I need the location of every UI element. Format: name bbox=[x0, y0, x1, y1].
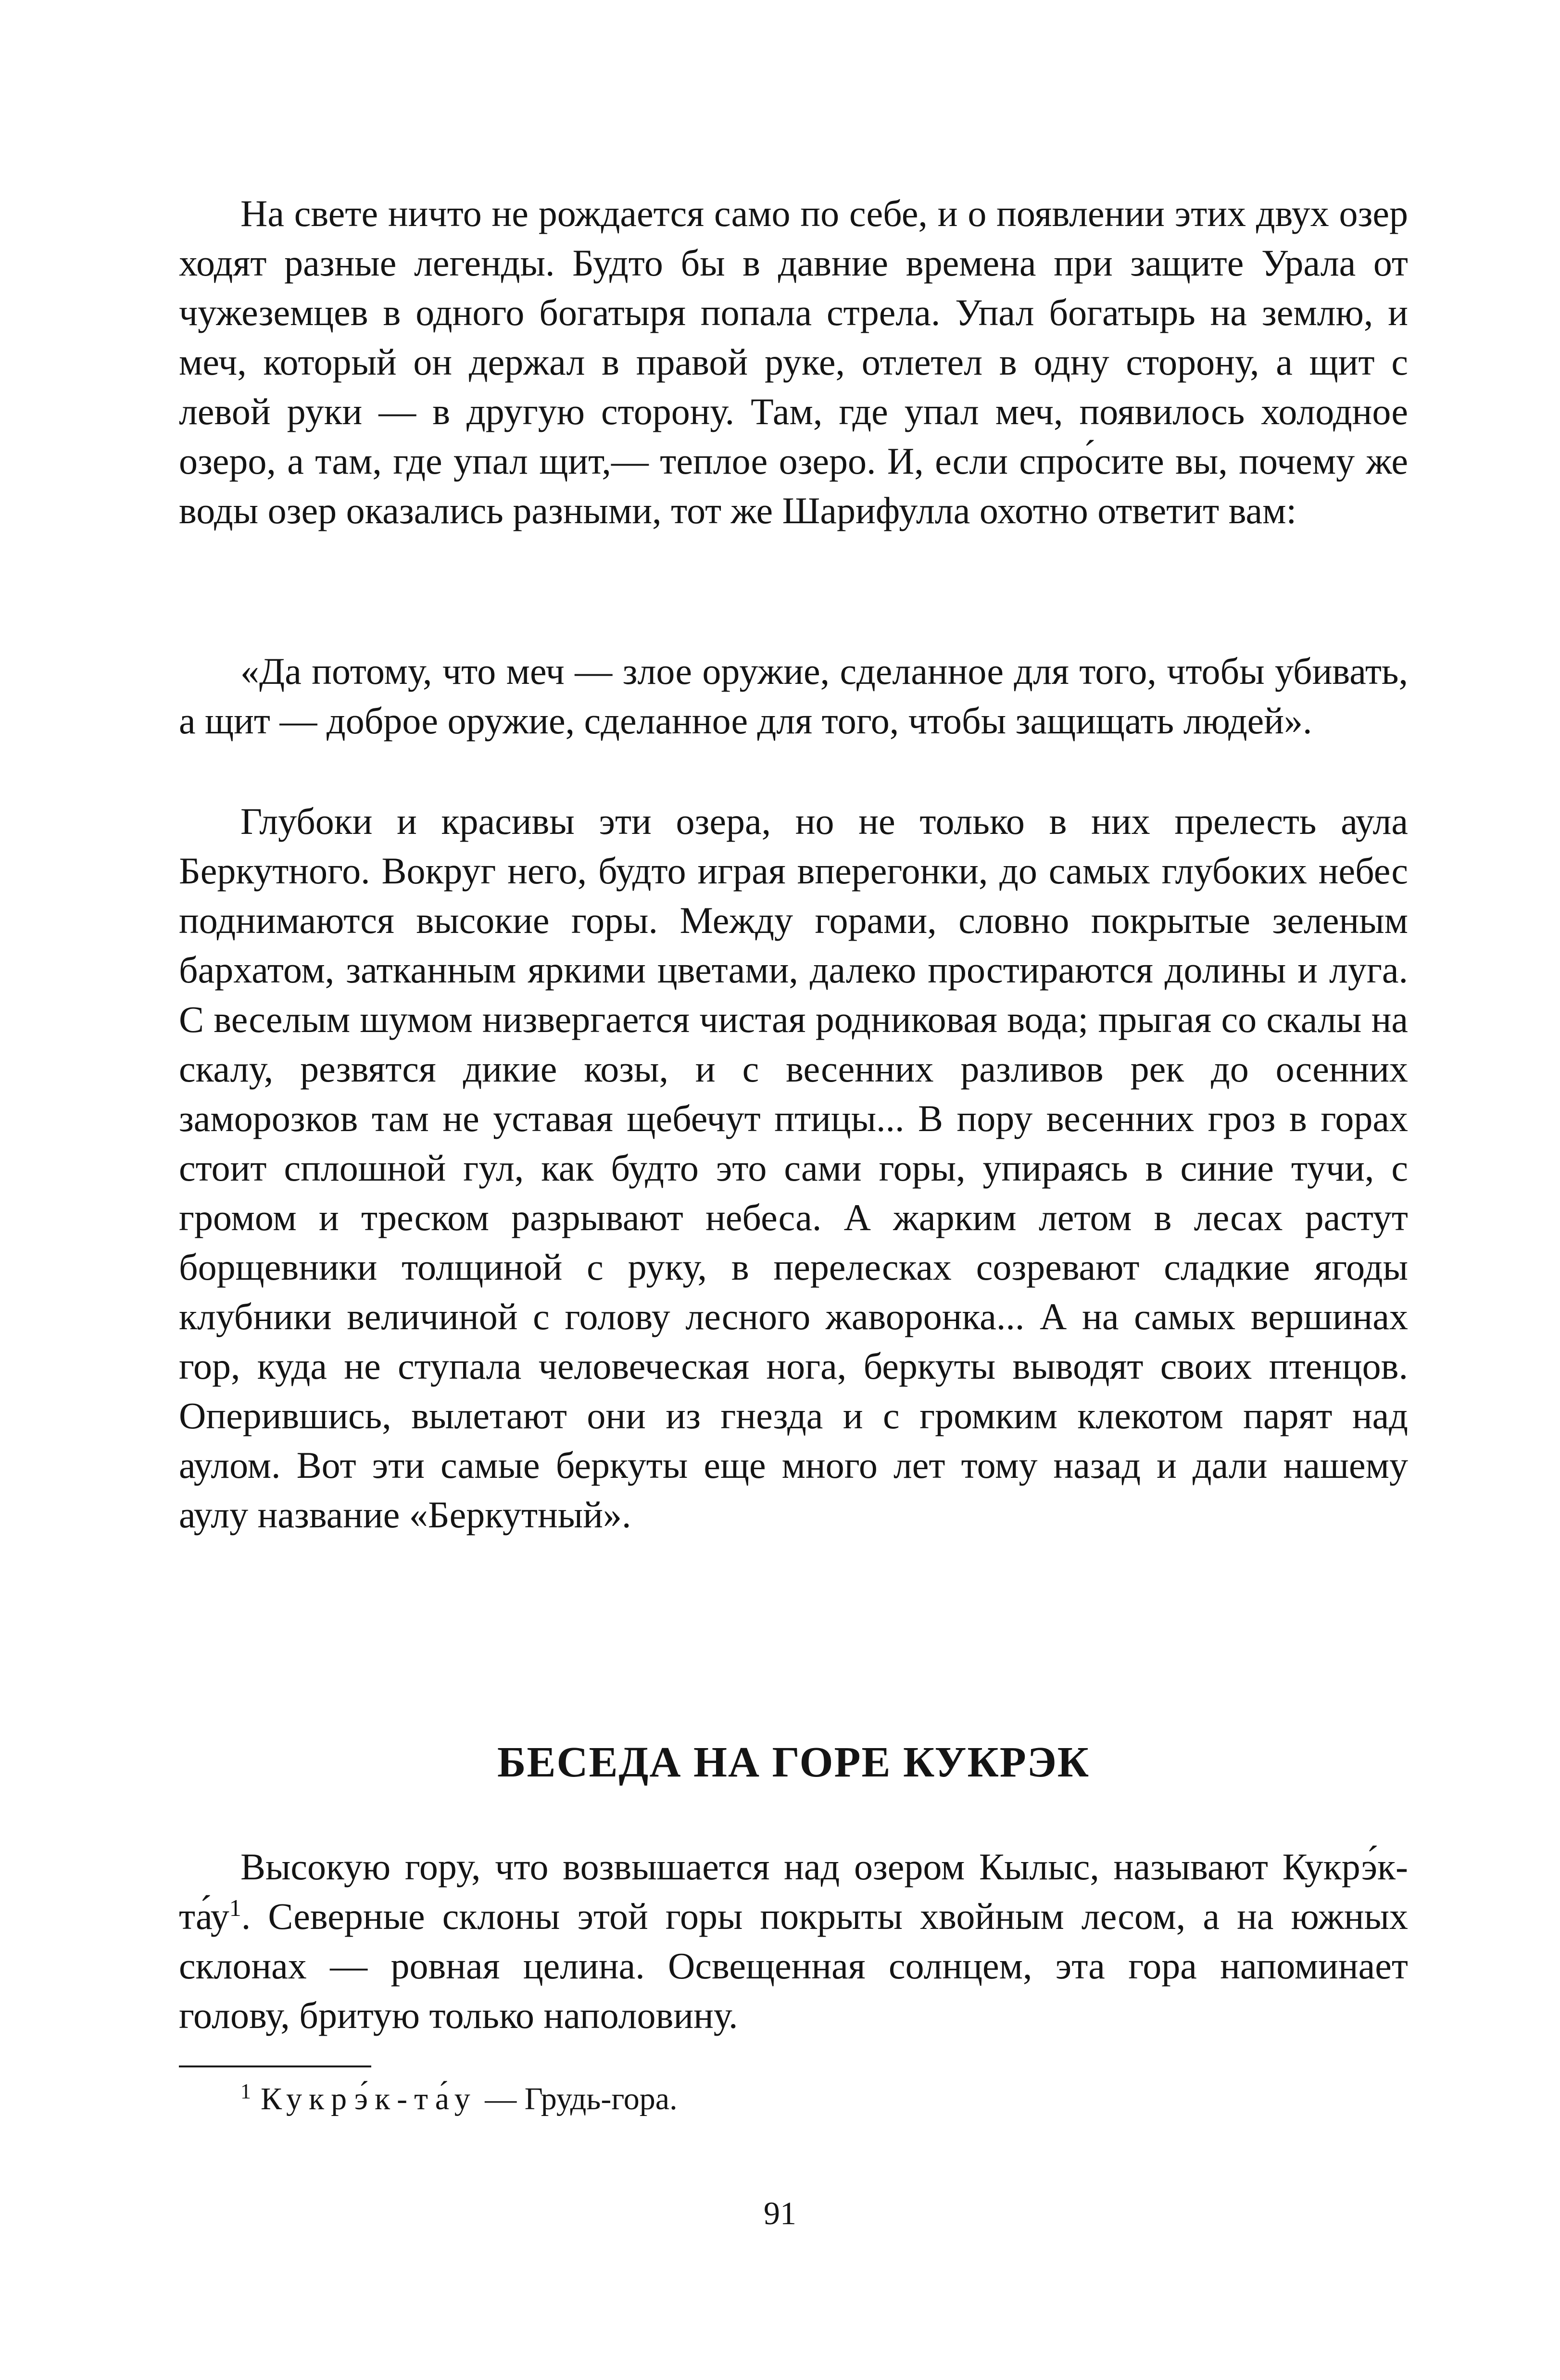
section-heading: БЕСЕДА НА ГОРЕ КУКРЭК bbox=[497, 1738, 1090, 1786]
footnote-term: Кукрэ́к-та́у bbox=[261, 2081, 477, 2116]
paragraph-text-start: Высокую гору, что возвышается над озером Кылыс, называют Кукрэ́к-та́у bbox=[179, 1846, 1408, 1937]
legend-paragraph bbox=[179, 189, 1408, 535]
section-paragraph bbox=[179, 1842, 1408, 2040]
page-number: 91 bbox=[764, 2195, 796, 2231]
footnote bbox=[240, 2078, 1395, 2121]
paragraph-text bbox=[179, 1842, 1408, 2040]
quote-paragraph bbox=[179, 646, 1408, 745]
paragraph-text: Глубоки и красивы эти озера, но не только в них прелесть аула Беркутного. Вокруг него, будто играя вперегонки, до самых глубоких небес поднимаются высокие горы. Между горами, словно покрытые зеленым бархатом, затканным яркими цветами, далеко простираются долины и луга. С веселым шумом низвергается чистая родниковая вода; прыгая со скалы на скалу, резвятся дикие козы, и с весенних разливов рек до осенних заморозков там не уставая щебечут птицы... В пору весенних гроз в горах стоит сплошной гул, как будто это сами горы, упираясь в синие тучи, с громом и треском разрывают небеса. А жарким летом в лесах растут борщевники толщиной с руку, в перелесках созревают сладкие ягоды клубники величиной с голову лесного жаворонка... А на самых вершинах гор, куда не ступала человеческая нога, беркуты выводят своих птенцов. Оперившись, вылетают они из гнезда и с громким клекотом парят над аулом. Вот эти самые беркуты еще много лет тому назад и дали нашему аулу название «Беркутный». bbox=[179, 800, 1408, 1536]
footnote-divider bbox=[179, 2065, 371, 2067]
description-paragraph bbox=[179, 796, 1408, 1539]
paragraph-text: «Да потому, что меч — злое оружие, сделанное для того, чтобы убивать, а щит — доброе оружие, сделанное для того, чтобы защищать людей». bbox=[179, 650, 1408, 742]
footnote-number: 1 bbox=[240, 2079, 251, 2103]
paragraph-text-end: . Северные склоны этой горы покрыты хвойным лесом, а на южных склонах — ровная целина. Освещенная солнцем, эта гора напоминает голову, бритую только наполовину. bbox=[179, 1895, 1408, 2036]
footnote-marker: 1 bbox=[229, 1894, 241, 1921]
paragraph-text: На свете ничто не рождается само по себе, и о появлении этих двух озер ходят разные легенды. Будто бы в давние времена при защите Урала от чужеземцев в одного богатыря попала стрела. Упал богатырь на землю, и меч, который он держал в правой руке, отлетел в одну сторону, а щит с левой руки — в другую сторону. Там, где упал меч, появилось холодное озеро, а там, где упал щит,— теплое озеро. И, если спро́сите вы, почему же воды озер оказались разными, тот же Шарифулла охотно ответит вам: bbox=[179, 192, 1408, 531]
footnote-definition: — Грудь-гора. bbox=[477, 2081, 678, 2116]
